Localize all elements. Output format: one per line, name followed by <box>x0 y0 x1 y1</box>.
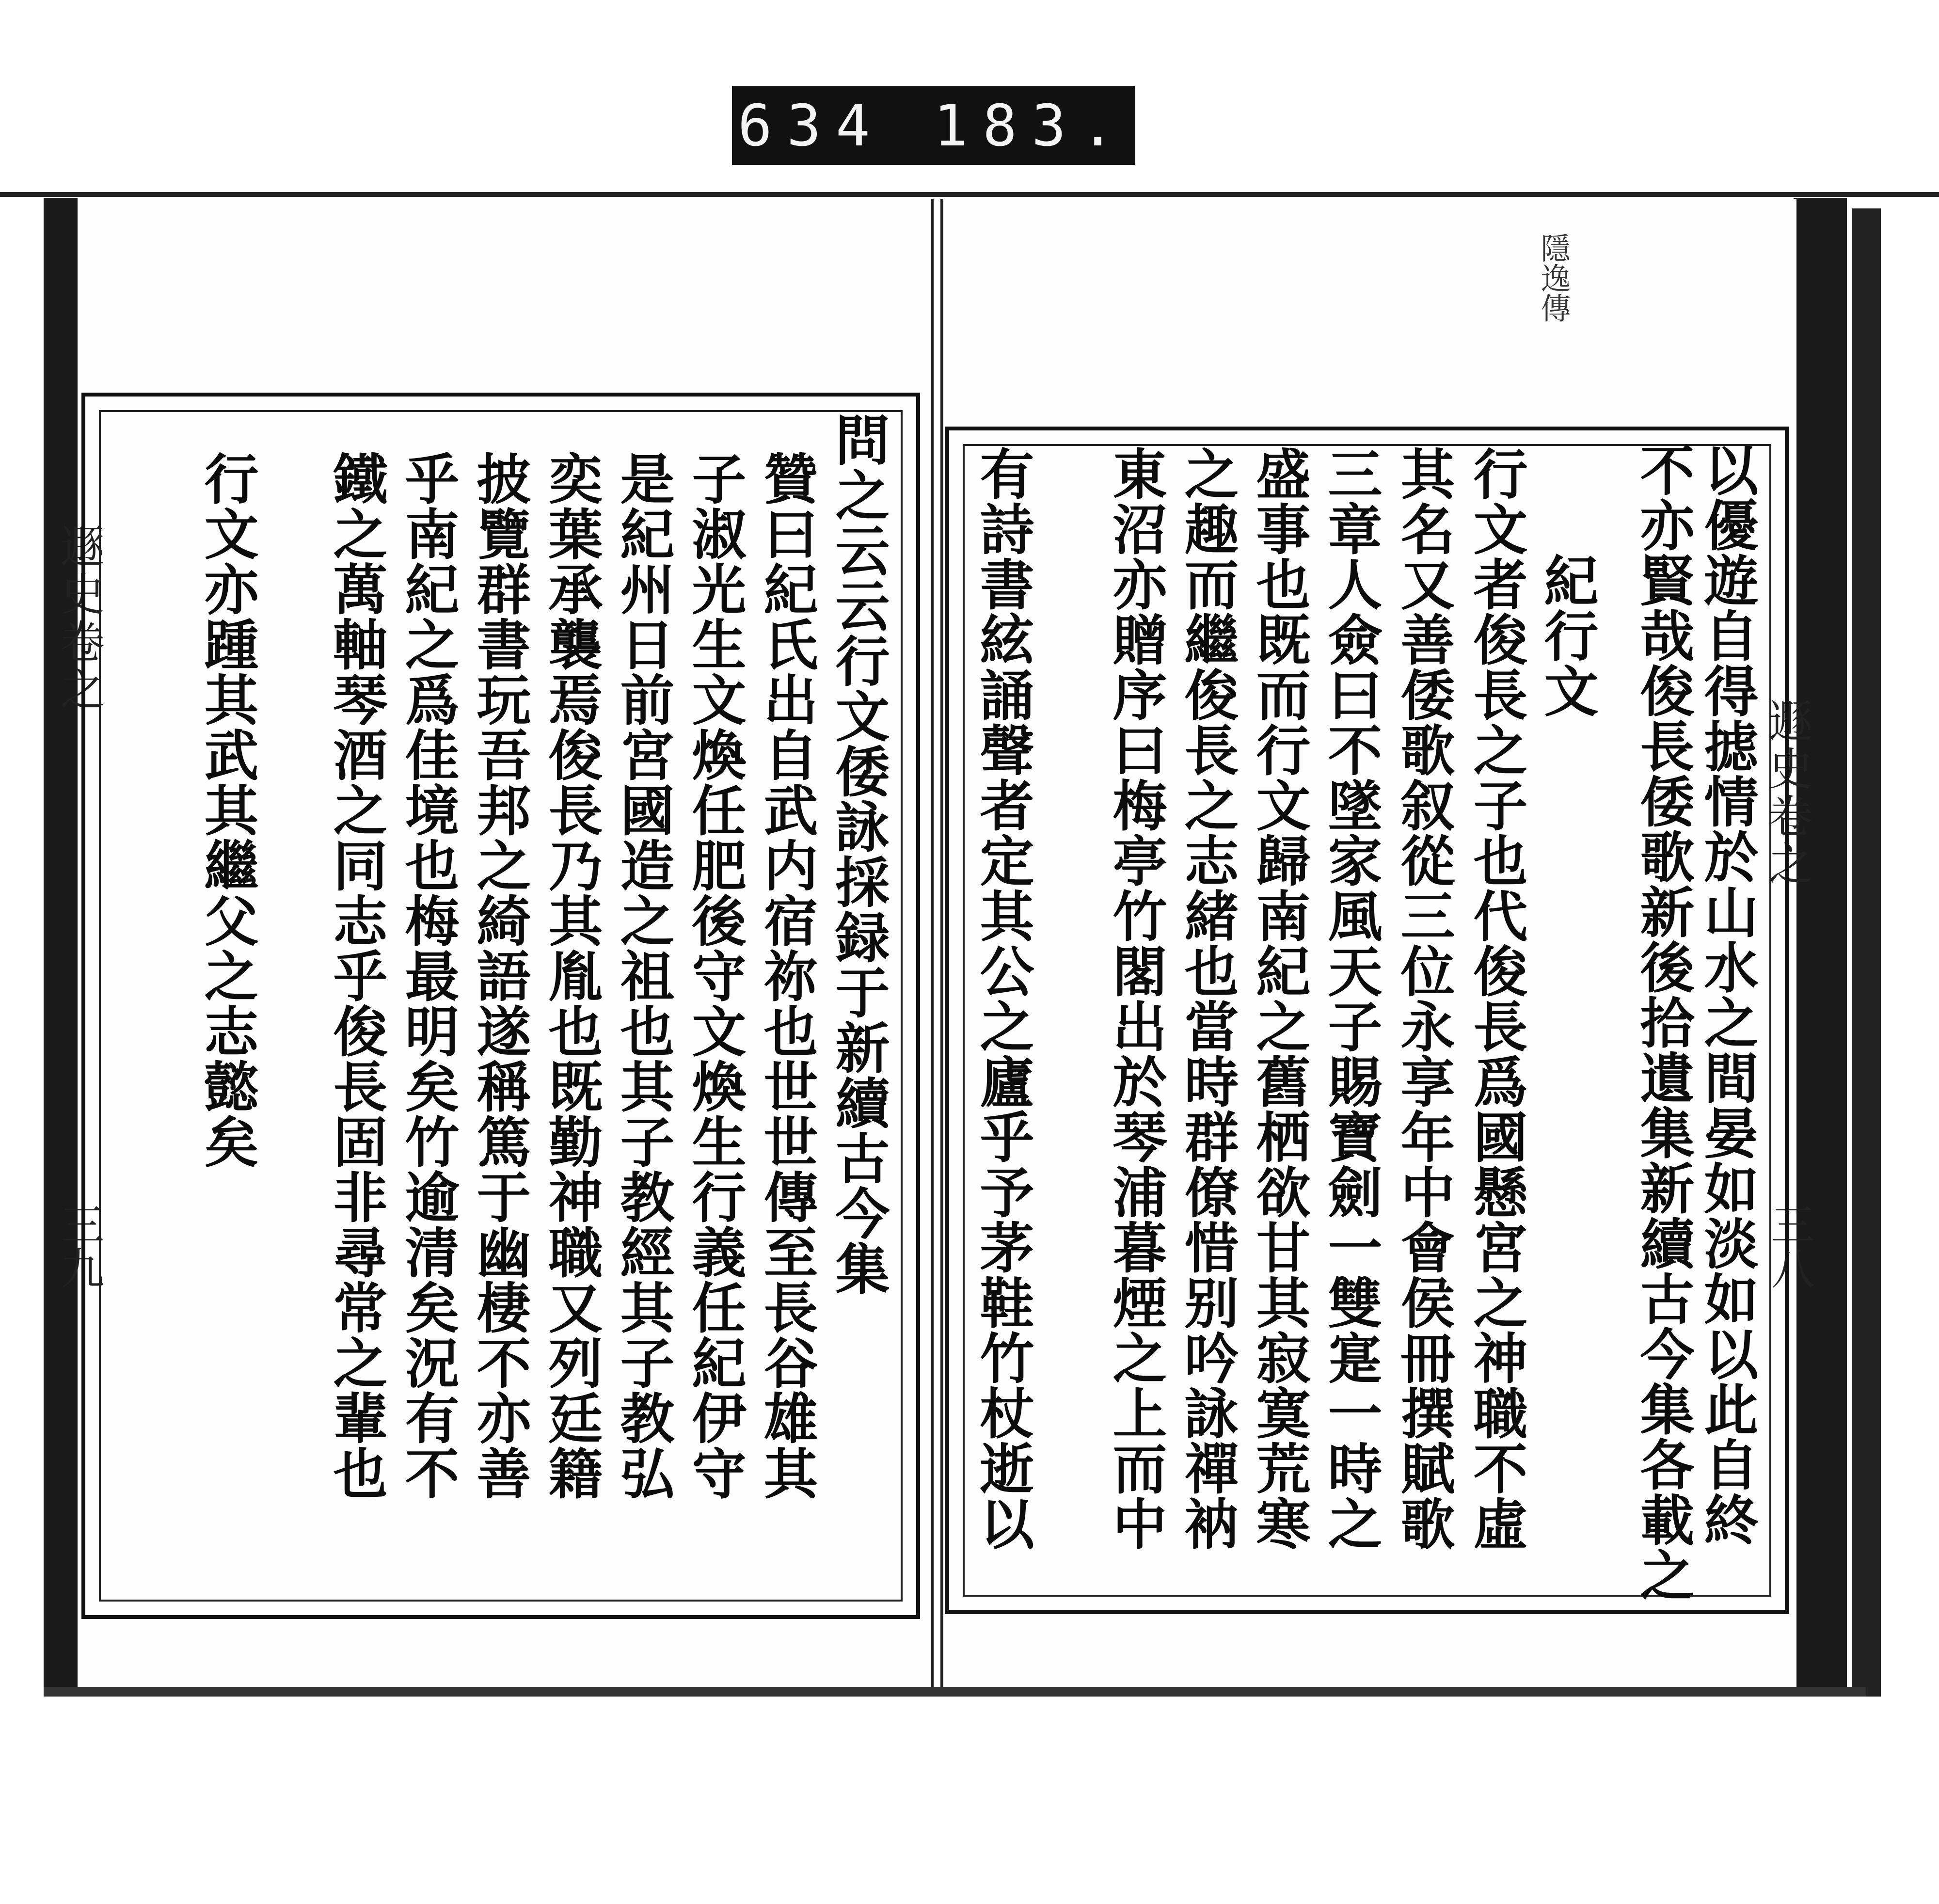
left-column-4: 是紀州日前宮國造之祖也其子教經其子教弘 <box>611 451 675 1501</box>
left-column-2: 贊曰紀氏出自武内宿祢也世世傳至長谷雄其 <box>755 451 818 1501</box>
right-margin-title: 遯史卷之 <box>1761 698 1813 888</box>
left-margin-title: 遯史卷之 <box>53 524 105 714</box>
right-column-10: 有詩書絃誦聲者定其公之廬乎予茅鞋竹杖逝以 <box>971 446 1034 1551</box>
book-edge-left <box>44 198 78 1696</box>
right-column-2: 不亦賢哉俊長倭歌新後拾遺集新續古今集各載之 <box>1631 442 1695 1603</box>
book-edge-bottom <box>44 1687 1866 1697</box>
right-column-8: 之趣而繼俊長之志緒也當時群僚惜别吟詠禪衲 <box>1176 446 1239 1551</box>
left-column-5: 奕葉承襲焉俊長乃其胤也既勤神職又列廷籍 <box>540 451 603 1501</box>
book-edge-right <box>1794 198 1847 1696</box>
left-column-7: 乎南紀之爲佳境也梅最明矣竹逾清矣況有不 <box>396 451 460 1501</box>
right-margin-page-number: 三八 <box>1764 1202 1814 1289</box>
catalog-label: 634 183. <box>732 86 1135 165</box>
right-column-4: 行文者俊長之子也代俊長爲國懸宮之神職不虛 <box>1464 446 1528 1551</box>
right-column-5: 其名又善倭歌叙從三位永享年中會侯冊撰賦歌 <box>1392 446 1455 1551</box>
right-margin-note: 隱逸傳 <box>1536 233 1571 323</box>
book-edge-right-outer <box>1852 208 1881 1697</box>
right-column-1: 以優遊自得摅情於山水之間晏如淡如以此自終 <box>1695 442 1759 1547</box>
left-margin-page-number: 三九 <box>53 1202 104 1289</box>
left-column-9: 行文亦踵其武其繼父之志懿矣 <box>195 451 259 1169</box>
left-column-8: 鐵之萬軸琴酒之同志乎俊長固非尋常之輩也 <box>324 451 388 1501</box>
left-column-6: 披覽群書玩吾邦之綺語遂稱篤于幽棲不亦善 <box>468 451 531 1501</box>
left-column-1: 問之云云行文倭詠採録于新續古今集 <box>826 412 890 1296</box>
right-column-7: 盛事也既而行文歸南紀之舊栖欲甘其寂寞荒寒 <box>1247 446 1311 1551</box>
right-column-3-heading: 紀行文 <box>1535 553 1599 718</box>
right-column-6: 三章人僉曰不墜家風天子賜寶劍一雙寔一時之 <box>1319 446 1383 1551</box>
left-column-3: 子淑光生文煥任肥後守文煥生行義任紀伊守 <box>683 451 747 1501</box>
right-column-9: 東沼亦贈序曰梅亭竹閣出於琴浦暮煙之上而中 <box>1104 446 1167 1551</box>
scan-rule-top <box>0 192 1939 197</box>
